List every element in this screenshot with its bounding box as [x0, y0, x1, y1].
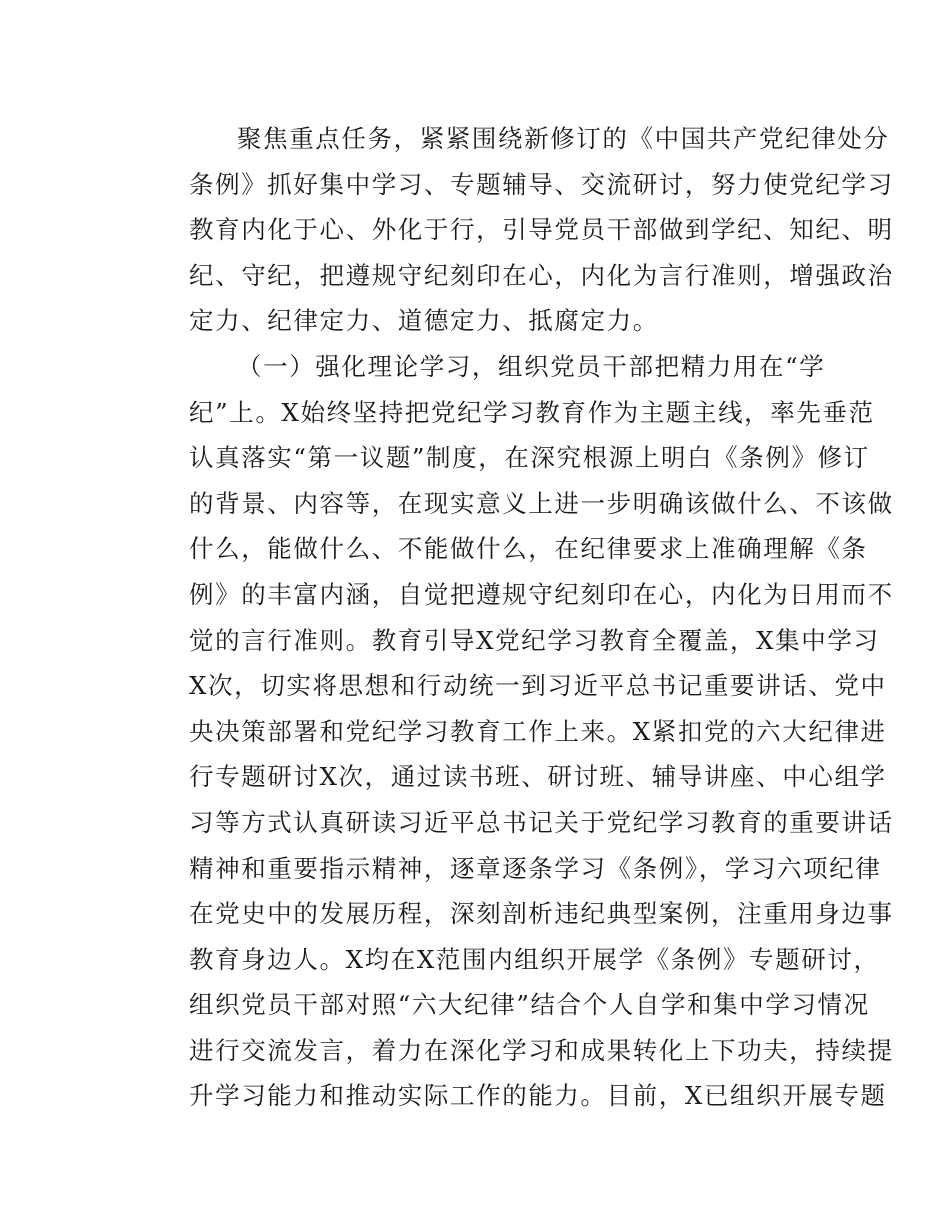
document-body	[140, 116, 894, 1119]
text-line: 行专题研讨X次，通过读书班、研讨班、辅导讲座、中心组学	[189, 762, 887, 792]
paragraph-intro	[140, 116, 894, 344]
text-line: 进行交流发言，着力在深化学习和成果转化上下功夫，持续提	[189, 1035, 894, 1065]
text-line: 教育内化于心、外化于行，引导党员干部做到学纪、知纪、明	[189, 215, 894, 245]
text-line: 聚焦重点任务，紧紧围绕新修订的《中国共产党纪律处分	[237, 124, 890, 153]
section-heading-line: （一）强化理论学习，组织党员干部把精力用在“学	[237, 351, 826, 381]
text-line: 在党史中的发展历程，深刻剖析违纪典型案例，注重用身边事	[189, 899, 894, 929]
text-line: 央决策部署和党纪学习教育工作上来。X紧扣党的六大纪律进	[189, 716, 887, 746]
text-line: 习等方式认真研读习近平总书记关于党纪学习教育的重要讲话	[189, 807, 894, 837]
text-line: X次，切实将思想和行动统一到习近平总书记重要讲话、党中	[189, 671, 887, 701]
paragraph-section-one	[140, 344, 894, 1119]
text-line: 的背景、内容等，在现实意义上进一步明确该做什么、不该做	[189, 488, 894, 518]
text-line: 什么，能做什么、不能做什么，在纪律要求上准确理解《条	[189, 534, 868, 564]
text-line: 定力、纪律定力、道德定力、抵腐定力。	[189, 306, 659, 336]
text-line: 精神和重要指示精神，逐章逐条学习《条例》，学习六项纪律	[189, 853, 882, 883]
text-line: 教育身边人。X均在X范围内组织开展学《条例》专题研讨，	[189, 944, 880, 974]
text-line: 升学习能力和推动实际工作的能力。目前，X已组织开展专题	[189, 1081, 887, 1111]
text-line: 纪”上。X始终坚持把党纪学习教育作为主题主线，率先垂范	[189, 397, 875, 427]
text-line: 纪、守纪，把遵规守纪刻印在心，内化为言行准则，增强政治	[189, 260, 894, 290]
text-line: 认真落实“第一议题”制度，在深究根源上明白《条例》修订	[189, 443, 870, 473]
text-line: 觉的言行准则。教育引导X党纪学习教育全覆盖，X集中学习	[189, 625, 880, 655]
text-line: 组织党员干部对照“六大纪律”结合个人自学和集中学习情况	[189, 990, 870, 1020]
text-line: 条例》抓好集中学习、专题辅导、交流研讨，努力使党纪学习	[189, 169, 894, 199]
text-line: 例》的丰富内涵，自觉把遵规守纪刻印在心，内化为日用而不	[189, 579, 894, 609]
